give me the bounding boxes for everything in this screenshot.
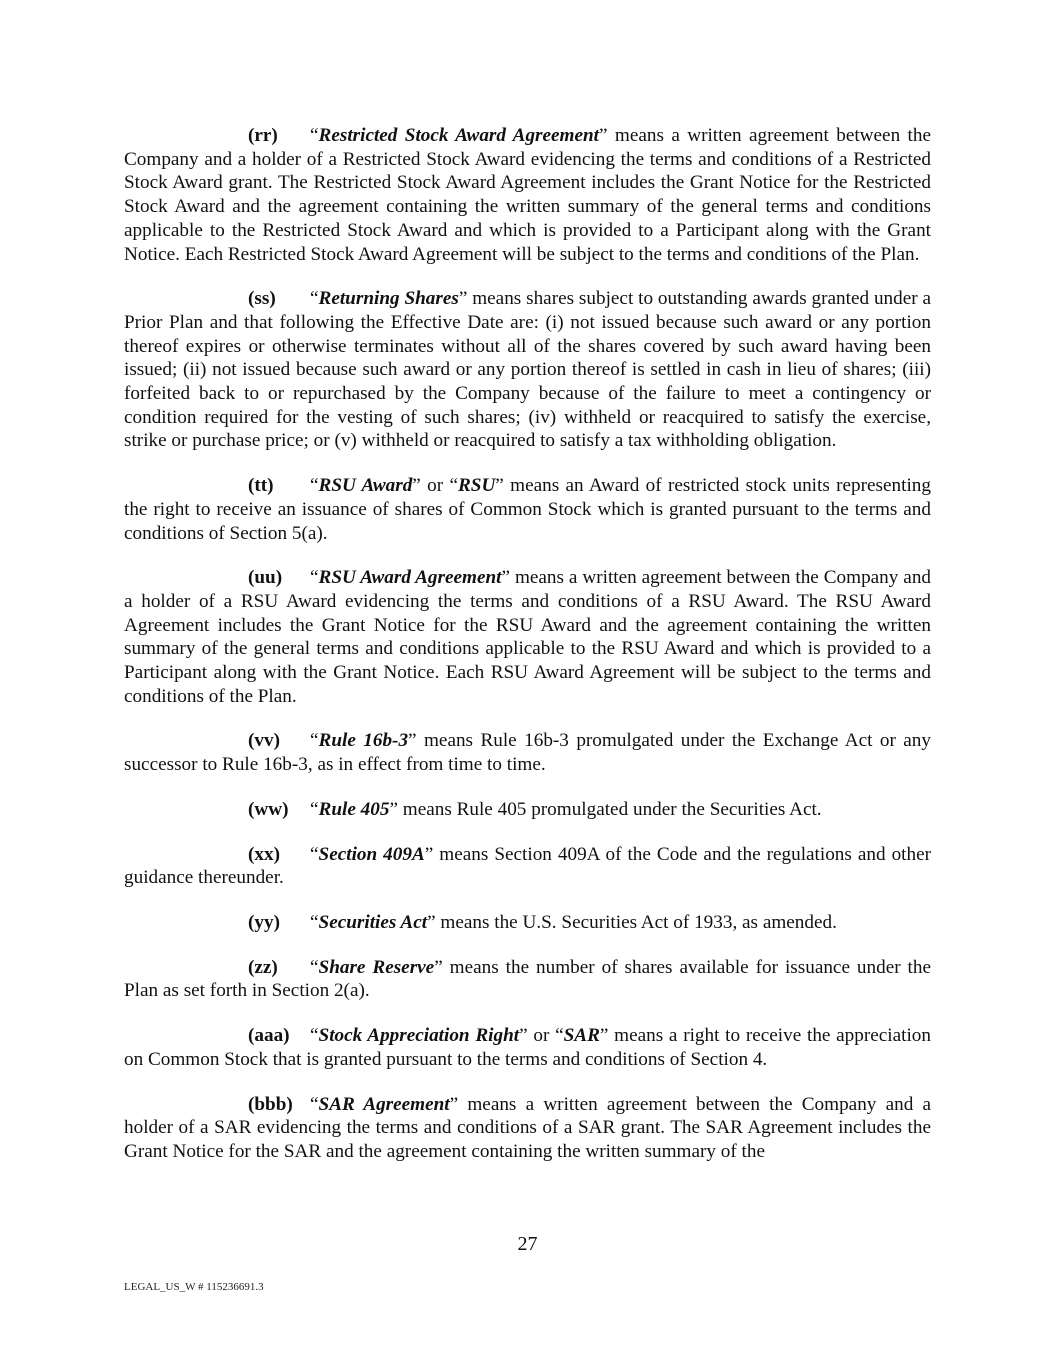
definition-paragraph [124,843,931,890]
defined-term: RSU Award [318,475,413,497]
definition-text: means Rule 405 promulgated under the Securities Act. [397,798,822,820]
section-label: (yy) [248,911,280,933]
close-quote: ” [424,843,434,865]
defined-term: Securities Act [318,911,428,933]
defined-term: Returning Shares [318,288,459,310]
defined-term: Section 409A [318,843,425,865]
close-quote: ” [389,798,398,820]
definition-text: means Rule 16b-3 promulgated under the Exchange Act or any successor to Rule 16b-3, as in effect from time to time. [124,730,931,776]
definition-paragraph [124,287,931,453]
open-quote: “ [310,1025,319,1047]
definition-paragraph [124,1024,931,1071]
open-quote: “ [310,730,319,752]
close-quote-alt: ” [599,1025,609,1047]
definition-text: means shares subject to outstanding awards granted under a Prior Plan and that following the Effective Date are: (i) not issued because such award or any portion thereof expires or otherwise terminates without all of the shares covered by such award having been issued; (ii) not issued because such award or any portion thereof is settled in cash in lieu of shares; (iii) forfeited back to or repurchased by the Company because of the failure to meet a contingency or condition required for the vesting of such shares; (iv) withheld or reacquired to satisfy the exercise, strike or purchase price; or (v) withheld or reacquired to satisfy a tax withholding obligation. [124,288,932,452]
open-quote: “ [310,911,319,933]
defined-term: Restricted Stock Award Agreement [318,125,599,146]
close-quote: ” [434,956,443,978]
close-quote: ” or “ [412,475,458,497]
section-label: (aaa) [248,1025,290,1047]
section-label: (rr) [248,125,278,146]
definition-text: means the number of shares available for issuance under the Plan as set forth in Section 2(a). [124,956,931,1002]
close-quote-alt: ” [495,475,504,497]
open-quote: “ [310,288,319,310]
defined-term-alt: SAR [563,1025,600,1047]
definition-text: means an Award of restricted stock units representing the right to receive an issuance of shares of Common Stock which is granted pursuant to the terms and conditions of Section 5(a). [124,475,931,544]
definition-text: means a written agreement between the Company and a holder of a SAR evidencing the terms and conditions of a SAR grant. The SAR Agreement includes the Grant Notice for the SAR and the agreement containing the written summary of the [124,1093,932,1162]
defined-term: Rule 405 [318,798,390,820]
open-quote: “ [310,125,319,146]
definition-paragraph [124,566,931,708]
close-quote: ” [458,288,468,310]
open-quote: “ [310,956,319,978]
close-quote: ” [408,730,417,752]
definition-paragraph [124,911,931,935]
defined-term-alt: RSU [457,475,496,497]
definition-text: means a written agreement between the Company and a holder of a RSU Award evidencing the terms and conditions of a RSU Award. The RSU Award Agreement includes the Grant Notice for the RSU Award and the agreement containing the written summary of the general terms and conditions applicable to the RSU Award and which is provided to a Participant along with the Grant Notice. Each RSU Award Agreement will be subject to the terms and conditions of the Plan. [124,567,932,707]
defined-term: Rule 16b-3 [318,730,409,752]
definition-text: means the U.S. Securities Act of 1933, as amended. [435,911,837,933]
definition-text: means a right to receive the appreciation on Common Stock that is granted pursuant to the terms and conditions of Section 4. [124,1025,931,1070]
definition-paragraph [124,729,931,776]
open-quote: “ [310,475,319,497]
defined-term: SAR Agreement [318,1093,450,1115]
section-label: (zz) [248,956,278,978]
section-label: (tt) [248,475,274,497]
close-quote: ” [449,1093,459,1115]
definition-paragraph [124,1093,931,1164]
definition-paragraph [124,798,931,822]
section-label: (xx) [248,843,280,865]
definitions-body [124,124,931,1185]
definition-paragraph [124,124,931,266]
definition-paragraph [124,474,931,545]
close-quote: ” [599,125,608,146]
section-label: (ss) [248,288,276,310]
defined-term: RSU Award Agreement [318,567,502,589]
section-label: (uu) [248,567,283,589]
document-footer-id: LEGAL_US_W # 115236691.3 [124,1281,264,1293]
open-quote: “ [310,798,319,820]
page-number: 27 [517,1233,538,1255]
definition-text: means a written agreement between the Company and a holder of a Restricted Stock Award evidencing the terms and conditions of a Restricted Stock Award grant. The Restricted Stock Award Agreement includes the Grant Notice for the Restricted Stock Award and the agreement containing the written summary of the general terms and conditions applicable to the Restricted Stock Award and which is provided to a Participant along with the Grant Notice. Each Restricted Stock Award Agreement will be subject to the terms and conditions of the Plan. [124,125,931,265]
section-label: (ww) [248,798,289,820]
close-quote: ” [427,911,436,933]
open-quote: “ [310,843,319,865]
definition-paragraph [124,956,931,1003]
defined-term: Share Reserve [318,956,435,978]
open-quote: “ [310,1093,319,1115]
close-quote: ” or “ [519,1025,564,1047]
section-label: (bbb) [248,1093,293,1115]
section-label: (vv) [248,730,280,752]
close-quote: ” [501,567,511,589]
open-quote: “ [310,567,319,589]
defined-term: Stock Appreciation Right [318,1025,520,1047]
definition-text: means Section 409A of the Code and the regulations and other guidance thereunder. [124,843,932,889]
